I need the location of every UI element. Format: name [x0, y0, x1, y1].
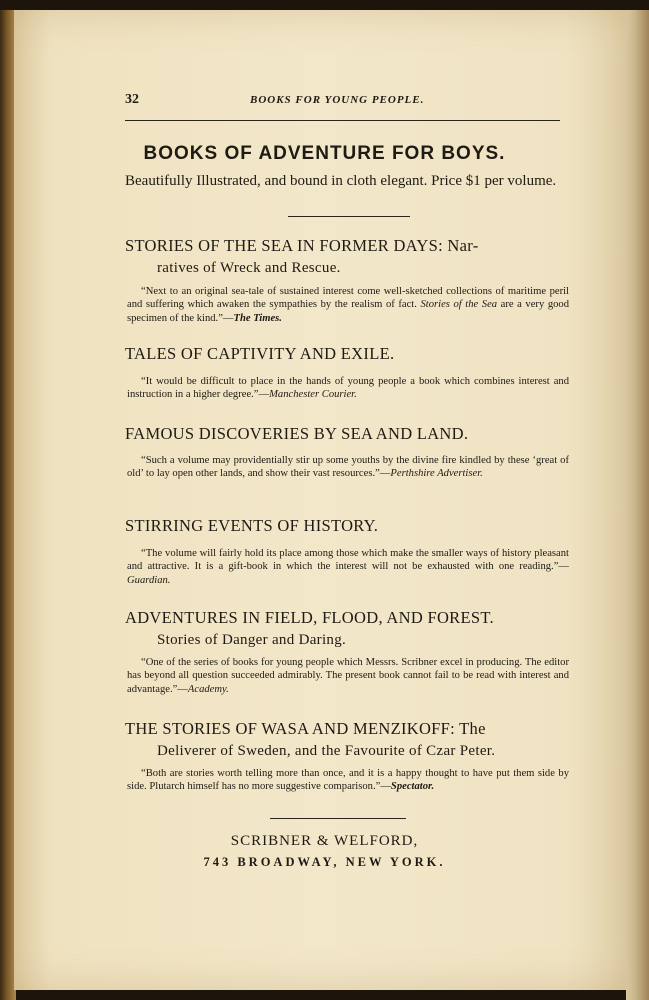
review-source: Academy. [187, 683, 229, 695]
section-heading-discoveries [125, 423, 570, 445]
review-quote [127, 767, 569, 794]
review-source: The Times. [233, 312, 282, 324]
section-heading-text: ADVENTURES IN FIELD, FLOOD, AND FOREST. [125, 608, 494, 627]
running-header [125, 92, 560, 110]
quoted-title: Stories of the Sea [420, 299, 498, 311]
review-source: Guardian. [127, 574, 171, 586]
price-note: Beautifully Illustrated, and bound in cloth elegant. Price $1 per volume. [125, 173, 557, 189]
review-quote [127, 454, 569, 481]
section-subheading: Stories of Danger and Daring. [157, 632, 347, 648]
quote-text-end: are a very good specimen of the kind.”— [127, 299, 570, 324]
quote-text: “It would be difficult to place in the hands of young people a book which combines interest and instruction in a higher degree.”— [127, 376, 569, 401]
quote-text: “Such a volume may providentially stir up some youths by the divine fire kindled by these ‘great of old’ to lay open other lands, and show their vast resources.”— [127, 455, 569, 480]
section-heading-adventures [125, 607, 570, 651]
section-heading-text: THE STORIES OF WASA AND MENZIKOFF: The [125, 719, 486, 738]
publisher-address: 743 BROADWAY, NEW YORK. [203, 855, 446, 869]
section-heading-captivity [125, 343, 570, 365]
running-title: BOOKS FOR YOUNG PEOPLE. [250, 94, 425, 106]
quote-text: “Next to an original sea-tale of sustained interest come well-sketched collections of maritime peril and suffering which awaken the sympathies by the realism of fact. [127, 286, 569, 311]
review-quote [127, 656, 569, 696]
publisher-name: SCRIBNER & WELFORD, [230, 833, 419, 849]
review-quote [127, 547, 569, 587]
footer-rule [270, 818, 406, 819]
review-quote [127, 375, 569, 402]
review-source: Spectator. [390, 781, 435, 793]
header-rule [125, 120, 560, 121]
section-subheading: Deliverer of Sweden, and the Favourite of Czar Peter. [157, 743, 496, 759]
divider-rule [288, 216, 410, 217]
review-source: Manchester Courier. [269, 389, 357, 401]
section-heading-continuation: ratives of Wreck and Rescue. [157, 260, 341, 276]
page-number: 32 [125, 92, 139, 107]
section-heading-text: STIRRING EVENTS OF HISTORY. [125, 516, 379, 535]
section-heading-text: FAMOUS DISCOVERIES BY SEA AND LAND. [125, 424, 469, 443]
quote-text: “One of the series of books for young people which Messrs. Scribner excel in producing. The editor has beyond all question succeeded admirably. The present book cannot fail to be read with interest and advantage.”— [127, 657, 569, 695]
section-heading-sea-stories [125, 235, 570, 279]
quote-text: “The volume will fairly hold its place among those which make the smaller ways of history pleasant and attractive. It is a gift-book in which the interest will not be exhausted with one reading.”— [127, 548, 569, 573]
section-heading-text: STORIES OF THE SEA IN FORMER DAYS: Nar- [125, 236, 479, 255]
page-title: BOOKS OF ADVENTURE FOR BOYS. [143, 143, 506, 164]
review-source: Perthshire Advertiser. [390, 468, 483, 480]
section-heading-wasa-menzikoff [125, 718, 570, 762]
review-quote [127, 285, 569, 325]
section-heading-history [125, 515, 570, 537]
section-heading-text: TALES OF CAPTIVITY AND EXILE. [125, 344, 395, 363]
quote-text: “Both are stories worth telling more than once, and it is a happy thought to have put them side by side. Plutarch himself has no more suggestive comparison.”— [127, 768, 569, 793]
